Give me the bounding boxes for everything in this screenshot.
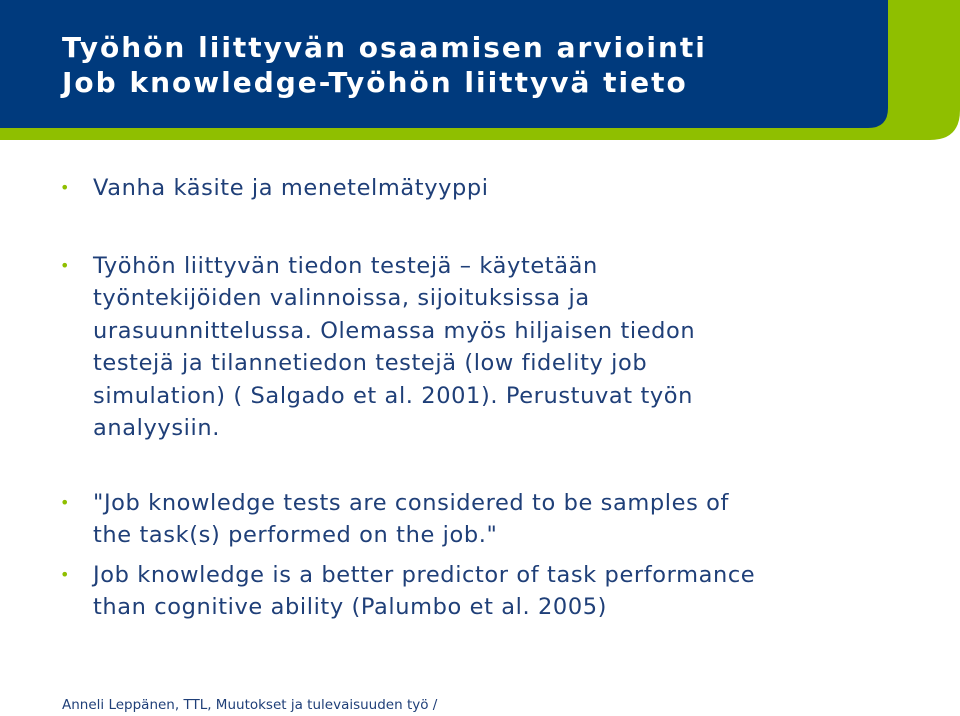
slide-title	[62, 30, 707, 100]
bullet-item-4	[60, 559, 920, 624]
bullet-line: the task(s) performed on the job."	[93, 522, 498, 549]
bullet-line: urasuunnittelussa. Olemassa myös hiljaisen tiedon	[93, 317, 696, 344]
bullet-text	[93, 250, 920, 444]
bullet-text	[93, 487, 920, 552]
bullet-line: Job knowledge is a better predictor of task performance	[93, 562, 756, 588]
bullet-line: "Job knowledge tests are considered to be samples of	[93, 490, 730, 516]
bullet-item-1	[60, 172, 920, 204]
bullet-text	[93, 172, 920, 204]
title-line-2: Job knowledge-Työhön liittyvä tieto	[62, 66, 688, 99]
title-line-1: Työhön liittyvän osaamisen arviointi	[62, 31, 707, 64]
bullet-line: työntekijöiden valinnoissa, sijoituksissa ja	[93, 285, 590, 312]
bullet-line: Vanha käsite ja menetelmätyyppi	[93, 175, 489, 201]
bullet-dot-icon: •	[60, 565, 71, 584]
bullet-item-3	[60, 487, 920, 552]
bullet-dot-icon: •	[60, 256, 71, 275]
bullet-item-2	[60, 250, 920, 444]
bullet-dot-icon: •	[60, 493, 71, 512]
bullet-line: Työhön liittyvän tiedon testejä – käytetään	[93, 253, 598, 279]
bullet-line: testejä ja tilannetiedon testejä (low fidelity job	[93, 350, 648, 377]
bullet-line: analyysiin.	[93, 415, 220, 442]
bullet-dot-icon: •	[60, 178, 71, 197]
bullet-line: simulation) ( Salgado et al. 2001). Perustuvat työn	[93, 382, 694, 409]
bullet-text	[93, 559, 920, 624]
bullet-line: than cognitive ability (Palumbo et al. 2005)	[93, 594, 608, 621]
slide-footer: Anneli Leppänen, TTL, Muutokset ja tulevaisuuden työ /	[62, 697, 438, 713]
